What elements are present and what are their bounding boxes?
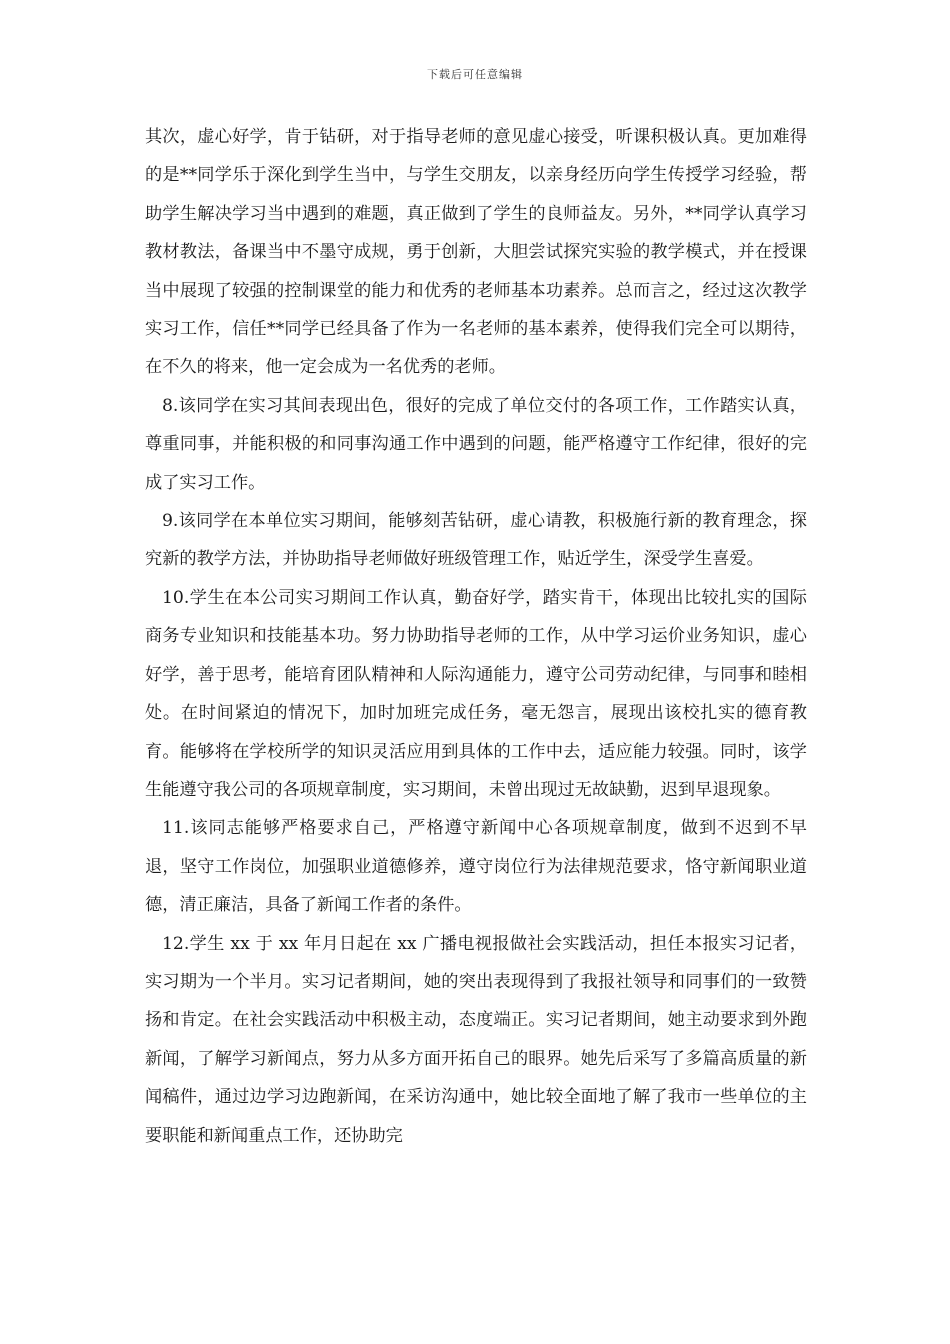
paragraph-item-8: 8.该同学在实习其间表现出色，很好的完成了单位交付的各项工作，工作踏实认真，尊重同事，并能积极的和同事沟通工作中遇到的问题，能严格遵守工作纪律，很好的完成了实习工作。 xyxy=(145,395,807,493)
paragraph-item-11: 11.该同志能够严格要求自己，严格遵守新闻中心各项规章制度，做到不迟到不早退，坚守工作岗位，加强职业道德修养，遵守岗位行为法律规范要求，恪守新闻职业道德，清正廉洁，具备了新闻工作者的条件。 xyxy=(145,818,807,916)
paragraph-item-9: 9.该同学在本单位实习期间，能够刻苦钻研，虚心请教，积极施行新的教育理念，探究新的教学方法，并协助指导老师做好班级管理工作，贴近学生，深受学生喜爱。 xyxy=(145,511,807,570)
paragraph-item-10: 10.学生在本公司实习期间工作认真，勤奋好学，踏实肯干，体现出比较扎实的国际商务专业知识和技能基本功。努力协助指导老师的工作，从中学习运价业务知识，虚心好学，善于思考，能培育团队精神和人际沟通能力，遵守公司劳动纪律，与同事和睦相处。在时间紧迫的情况下，加时加班完成任务，毫无怨言，展现出该校扎实的德育教育。能够将在学校所学的知识灵活应用到具体的工作中去，适应能力较强。同时，该学生能遵守我公司的各项规章制度，实习期间，未曾出现过无故缺勤，迟到早退现象。 xyxy=(145,587,807,800)
document-body xyxy=(145,118,807,1155)
paragraph-continuation: 其次，虚心好学，肯于钻研，对于指导老师的意见虚心接受，听课积极认真。更加难得的是**同学乐于深化到学生当中，与学生交朋友，以亲身经历向学生传授学习经验，帮助学生解决学习当中遇到的难题，真正做到了学生的良师益友。另外，**同学认真学习教材教法，备课当中不墨守成规，勇于创新，大胆尝试探究实验的教学模式，并在授课当中展现了较强的控制课堂的能力和优秀的老师基本功素养。总而言之，经过这次教学实习工作，信任**同学已经具备了作为一名老师的基本素养，使得我们完全可以期待，在不久的将来，他一定会成为一名优秀的老师。 xyxy=(145,127,807,378)
header-note: 下载后可任意编辑 xyxy=(427,68,523,81)
paragraph-item-12: 12.学生 xx 于 xx 年月日起在 xx 广播电视报做社会实践活动，担任本报实习记者，实习期为一个半月。实习记者期间，她的突出表现得到了我报社领导和同事们的一致赞扬和肯定。在社会实践活动中积极主动，态度端正。实习记者期间，她主动要求到外跑新闻，了解学习新闻点，努力从多方面开拓自己的眼界。她先后采写了多篇高质量的新闻稿件，通过边学习边跑新闻，在采访沟通中，她比较全面地了解了我市一些单位的主要职能和新闻重点工作，还协助完 xyxy=(145,933,807,1146)
